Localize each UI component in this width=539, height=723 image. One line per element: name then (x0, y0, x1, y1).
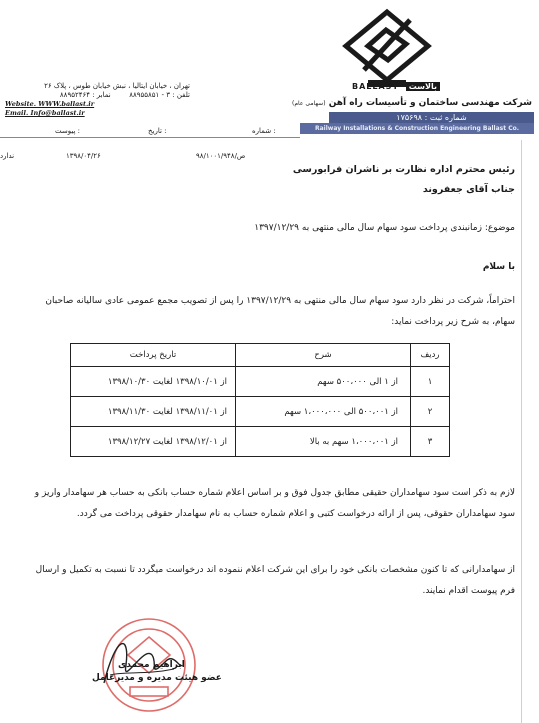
row-description: از ۵۰۰،۰۰۱ الی ۱،۰۰۰،۰۰۰ سهم (236, 397, 411, 427)
greeting: با سلام (482, 262, 515, 272)
row-period: از ۱۳۹۸/۱۲/۰۱ لغایت ۱۳۹۸/۱۲/۲۷ (71, 427, 236, 457)
table-row (71, 367, 450, 397)
page-edge (521, 140, 522, 723)
website-link[interactable]: Website. WWW.ballast.ir (5, 100, 95, 108)
company-fa-suffix: (سهامی عام) (291, 100, 326, 107)
brand-name (352, 82, 440, 91)
email-link[interactable]: Email. Info@ballast.ir (5, 109, 85, 117)
phone-text: تلفن : ۳ - ۸۸۹۵۵۸۵۱ (129, 91, 190, 99)
header-period: تاریخ پرداخت (71, 344, 236, 367)
row-index: ۲ (411, 397, 450, 427)
reference-values (0, 152, 300, 162)
company-name-fa (291, 98, 532, 108)
payment-note-paragraph: لازم به ذکر است سود سهامداران حقیقی مطابق جدول فوق و بر اساس اعلام شماره حساب بانکی به حساب هر سهامدار واریز و سود سهامداران حقوقی، پس از ارائه درخواست کتبی و اعلام شماره حساب به نام سهامدار حقوقی پرداخت می گردد. (34, 488, 515, 519)
ballast-logo-icon (338, 8, 436, 88)
attachment-value: ندارد (0, 152, 15, 160)
row-index: ۳ (411, 427, 450, 457)
brand-fa-text: بالاست (406, 82, 440, 91)
signer-name: ابراهیم محمدی (118, 660, 185, 670)
company-name-en: Railway Installations & Construction Engineering Ballast Co. (300, 123, 534, 134)
number-label: شماره : (252, 127, 276, 135)
row-period: از ۱۳۹۸/۱۰/۰۱ لغایت ۱۳۹۸/۱۰/۳۰ (71, 367, 236, 397)
header-index: ردیف (411, 344, 450, 367)
company-fa-text: شرکت مهندسی ساختمان و تأسیسات راه آهن (328, 98, 532, 108)
table-row (71, 397, 450, 427)
header-description: شرح (236, 344, 411, 367)
brand-en-text: BALLAST (352, 82, 399, 91)
recipient-title: رئیس محترم اداره نظارت بر ناشران فرابورسی (292, 164, 515, 175)
attachment-label: پیوست : (55, 127, 81, 135)
date-label: تاریخ : (148, 127, 167, 135)
row-period: از ۱۳۹۸/۱۱/۰۱ لغایت ۱۳۹۸/۱۱/۳۰ (71, 397, 236, 427)
reference-divider (0, 137, 300, 138)
intro-paragraph: احتراماً، شرکت در نظر دارد سود سهام سال مالی منتهی به ۱۳۹۷/۱۲/۲۹ را پس از تصویب مجمع عمومی عادی سالیانه صاحبان سهام، به شرح زیر پرداخت نماید: (45, 296, 515, 327)
row-description: از ۱،۰۰۰،۰۰۱ سهم به بالا (236, 427, 411, 457)
row-index: ۱ (411, 367, 450, 397)
bank-info-request-paragraph: از سهامدارانی که تا کنون مشخصات بانکی خود را برای این شرکت اعلام ننموده اند درخواست میگردد تا نسبت به تکمیل و ارسال فرم پیوست اقدام نمایند. (35, 565, 515, 596)
recipient-name: جناب آقای جعفروند (422, 184, 515, 195)
address-line: تهران ، خیابان ایتالیا ، نبش خیابان طوس ، پلاک ۲۶ (44, 82, 190, 90)
contact-line (5, 91, 190, 100)
table-row (71, 427, 450, 457)
letter-number: ۹۸/ص/۱۰۰۱/۹۴۸ (196, 152, 246, 160)
signer-title: عضو هیئت مدیره و مدیرعامل (92, 673, 222, 683)
registration-number: شماره ثبت : ۱۷۵۶۹۸ (329, 112, 534, 123)
letter-date: ۱۳۹۸/۰۴/۲۶ (66, 152, 101, 160)
fax-text: نمابر : ۸۸۹۵۲۴۶۴ (59, 91, 111, 99)
letter-subject: موضوع: زمانبندی پرداخت سود سهام سال مالی منتهی به ۱۳۹۷/۱۲/۲۹ (254, 223, 515, 233)
row-description: از ۱ الی ۵۰۰،۰۰۰ سهم (236, 367, 411, 397)
reference-labels (0, 127, 298, 136)
company-address-block (5, 82, 190, 118)
payment-schedule-table (70, 343, 450, 457)
table-header-row (71, 344, 450, 367)
